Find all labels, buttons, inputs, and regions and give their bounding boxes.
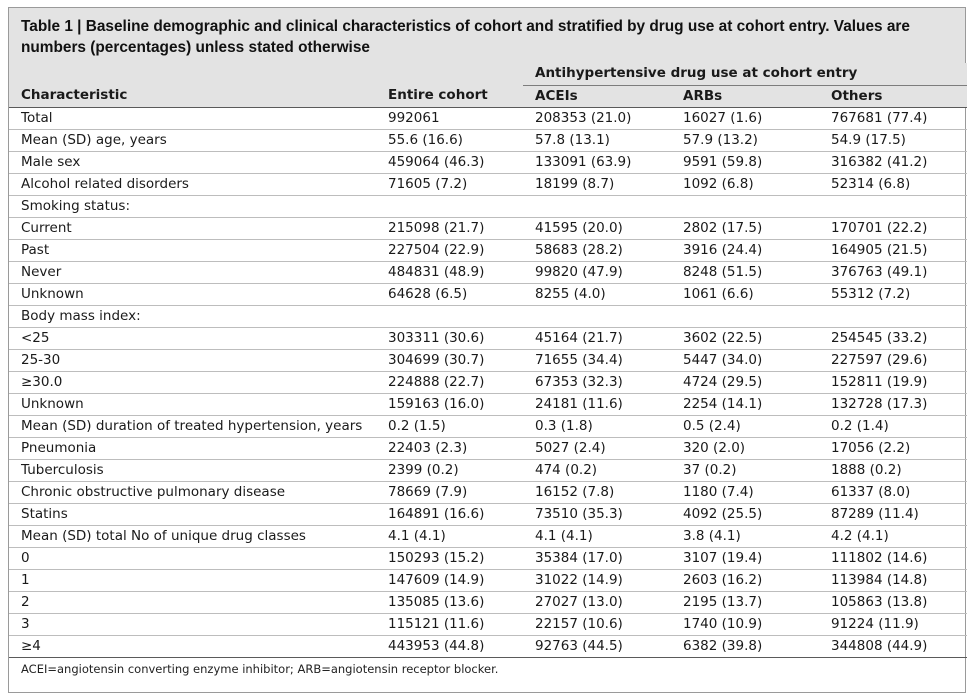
table-row <box>9 525 967 547</box>
cell-aceis: 57.8 (13.1) <box>523 129 671 151</box>
cell-arbs: 1061 (6.6) <box>671 283 819 305</box>
table-row <box>9 459 967 481</box>
cell-arbs: 3107 (19.4) <box>671 547 819 569</box>
cell-others: 52314 (6.8) <box>819 173 967 195</box>
row-label: ≥30.0 <box>9 371 376 393</box>
cell-aceis: 474 (0.2) <box>523 459 671 481</box>
cell-aceis: 27027 (13.0) <box>523 591 671 613</box>
cell-entire-cohort <box>376 305 523 327</box>
table-body <box>9 107 967 657</box>
cell-entire-cohort: 215098 (21.7) <box>376 217 523 239</box>
row-label: 2 <box>9 591 376 613</box>
cell-arbs: 2802 (17.5) <box>671 217 819 239</box>
cell-aceis <box>523 195 671 217</box>
cell-entire-cohort: 164891 (16.6) <box>376 503 523 525</box>
row-label: Alcohol related disorders <box>9 173 376 195</box>
cell-aceis: 0.3 (1.8) <box>523 415 671 437</box>
cell-entire-cohort <box>376 195 523 217</box>
cell-others: 17056 (2.2) <box>819 437 967 459</box>
cell-arbs: 16027 (1.6) <box>671 107 819 129</box>
table-row <box>9 503 967 525</box>
cell-aceis: 4.1 (4.1) <box>523 525 671 547</box>
cell-arbs: 2195 (13.7) <box>671 591 819 613</box>
column-header-characteristic: Characteristic <box>9 85 376 107</box>
cell-others: 376763 (49.1) <box>819 261 967 283</box>
cell-others: 164905 (21.5) <box>819 239 967 261</box>
table-row <box>9 481 967 503</box>
cell-others: 132728 (17.3) <box>819 393 967 415</box>
cell-others: 0.2 (1.4) <box>819 415 967 437</box>
table-row <box>9 569 967 591</box>
cell-aceis: 41595 (20.0) <box>523 217 671 239</box>
table-row <box>9 217 967 239</box>
row-label: 0 <box>9 547 376 569</box>
cell-aceis: 22157 (10.6) <box>523 613 671 635</box>
cell-aceis: 71655 (34.4) <box>523 349 671 371</box>
table-row <box>9 129 967 151</box>
row-label: 1 <box>9 569 376 591</box>
cell-entire-cohort: 147609 (14.9) <box>376 569 523 591</box>
cell-others <box>819 305 967 327</box>
cell-arbs: 3916 (24.4) <box>671 239 819 261</box>
row-label: Chronic obstructive pulmonary disease <box>9 481 376 503</box>
cell-entire-cohort: 992061 <box>376 107 523 129</box>
table-row <box>9 107 967 129</box>
row-label: Unknown <box>9 283 376 305</box>
row-label: ≥4 <box>9 635 376 657</box>
cell-aceis: 92763 (44.5) <box>523 635 671 657</box>
row-label: 25-30 <box>9 349 376 371</box>
cell-arbs: 6382 (39.8) <box>671 635 819 657</box>
cell-arbs: 8248 (51.5) <box>671 261 819 283</box>
cell-arbs <box>671 305 819 327</box>
column-header-arbs: ARBs <box>671 85 819 107</box>
cell-others: 767681 (77.4) <box>819 107 967 129</box>
baseline-table <box>9 63 967 658</box>
table-row <box>9 393 967 415</box>
cell-others: 113984 (14.8) <box>819 569 967 591</box>
cell-aceis: 31022 (14.9) <box>523 569 671 591</box>
cell-entire-cohort: 150293 (15.2) <box>376 547 523 569</box>
cell-arbs: 37 (0.2) <box>671 459 819 481</box>
cell-arbs: 2603 (16.2) <box>671 569 819 591</box>
cell-entire-cohort: 64628 (6.5) <box>376 283 523 305</box>
cell-aceis: 8255 (4.0) <box>523 283 671 305</box>
cell-aceis: 133091 (63.9) <box>523 151 671 173</box>
table-row <box>9 613 967 635</box>
cell-aceis: 58683 (28.2) <box>523 239 671 261</box>
cell-entire-cohort: 304699 (30.7) <box>376 349 523 371</box>
table-caption: Table 1 | Baseline demographic and clinical characteristics of cohort and stratified by drug use at cohort entry. Values are numbers (percentages) unless stated otherwise <box>9 8 965 63</box>
cell-arbs: 5447 (34.0) <box>671 349 819 371</box>
column-header-entire-cohort: Entire cohort <box>376 85 523 107</box>
cell-others: 1888 (0.2) <box>819 459 967 481</box>
cell-entire-cohort: 2399 (0.2) <box>376 459 523 481</box>
cell-entire-cohort: 227504 (22.9) <box>376 239 523 261</box>
cell-arbs: 0.5 (2.4) <box>671 415 819 437</box>
cell-others: 54.9 (17.5) <box>819 129 967 151</box>
cell-others: 105863 (13.8) <box>819 591 967 613</box>
table-row <box>9 327 967 349</box>
cell-others: 87289 (11.4) <box>819 503 967 525</box>
row-label: Mean (SD) age, years <box>9 129 376 151</box>
row-label: 3 <box>9 613 376 635</box>
cell-arbs: 57.9 (13.2) <box>671 129 819 151</box>
row-label: Mean (SD) total No of unique drug classes <box>9 525 376 547</box>
cell-arbs: 1740 (10.9) <box>671 613 819 635</box>
cell-aceis: 45164 (21.7) <box>523 327 671 349</box>
table-row <box>9 173 967 195</box>
cell-others: 61337 (8.0) <box>819 481 967 503</box>
cell-arbs: 4724 (29.5) <box>671 371 819 393</box>
row-label: Mean (SD) duration of treated hypertension, years <box>9 415 376 437</box>
cell-entire-cohort: 459064 (46.3) <box>376 151 523 173</box>
cell-entire-cohort: 78669 (7.9) <box>376 481 523 503</box>
cell-others: 344808 (44.9) <box>819 635 967 657</box>
cell-aceis: 73510 (35.3) <box>523 503 671 525</box>
cell-arbs: 9591 (59.8) <box>671 151 819 173</box>
row-label: Male sex <box>9 151 376 173</box>
cell-arbs: 3602 (22.5) <box>671 327 819 349</box>
group-header-row <box>9 63 967 85</box>
cell-entire-cohort: 0.2 (1.5) <box>376 415 523 437</box>
cell-others: 111802 (14.6) <box>819 547 967 569</box>
table-frame <box>8 7 966 693</box>
cell-arbs: 4092 (25.5) <box>671 503 819 525</box>
cell-others: 152811 (19.9) <box>819 371 967 393</box>
table-row <box>9 591 967 613</box>
cell-entire-cohort: 443953 (44.8) <box>376 635 523 657</box>
row-label: Past <box>9 239 376 261</box>
table-row <box>9 547 967 569</box>
cell-aceis: 208353 (21.0) <box>523 107 671 129</box>
row-label: Current <box>9 217 376 239</box>
cell-aceis: 16152 (7.8) <box>523 481 671 503</box>
cell-others: 91224 (11.9) <box>819 613 967 635</box>
row-label: Never <box>9 261 376 283</box>
row-label: Smoking status: <box>9 195 376 217</box>
cell-others: 4.2 (4.1) <box>819 525 967 547</box>
cell-entire-cohort: 115121 (11.6) <box>376 613 523 635</box>
row-label: <25 <box>9 327 376 349</box>
table-row <box>9 239 967 261</box>
cell-entire-cohort: 159163 (16.0) <box>376 393 523 415</box>
cell-aceis: 35384 (17.0) <box>523 547 671 569</box>
cell-arbs: 320 (2.0) <box>671 437 819 459</box>
cell-entire-cohort: 4.1 (4.1) <box>376 525 523 547</box>
cell-aceis: 99820 (47.9) <box>523 261 671 283</box>
cell-others: 227597 (29.6) <box>819 349 967 371</box>
cell-arbs <box>671 195 819 217</box>
cell-others: 170701 (22.2) <box>819 217 967 239</box>
table-row <box>9 305 967 327</box>
cell-arbs: 1092 (6.8) <box>671 173 819 195</box>
table-row <box>9 635 967 657</box>
row-label: Tuberculosis <box>9 459 376 481</box>
cell-others: 254545 (33.2) <box>819 327 967 349</box>
cell-entire-cohort: 22403 (2.3) <box>376 437 523 459</box>
cell-arbs: 2254 (14.1) <box>671 393 819 415</box>
cell-others <box>819 195 967 217</box>
table-row <box>9 437 967 459</box>
group-header: Antihypertensive drug use at cohort entry <box>523 63 967 85</box>
cell-entire-cohort: 135085 (13.6) <box>376 591 523 613</box>
row-label: Total <box>9 107 376 129</box>
column-header-aceis: ACEIs <box>523 85 671 107</box>
cell-others: 55312 (7.2) <box>819 283 967 305</box>
cell-arbs: 1180 (7.4) <box>671 481 819 503</box>
table-row <box>9 349 967 371</box>
cell-entire-cohort: 484831 (48.9) <box>376 261 523 283</box>
table-row <box>9 151 967 173</box>
column-header-others: Others <box>819 85 967 107</box>
column-header-row <box>9 85 967 107</box>
table-row <box>9 371 967 393</box>
table-footnote: ACEI=angiotensin converting enzyme inhibitor; ARB=angiotensin receptor blocker. <box>21 661 499 676</box>
table-row <box>9 283 967 305</box>
cell-entire-cohort: 71605 (7.2) <box>376 173 523 195</box>
cell-aceis: 24181 (11.6) <box>523 393 671 415</box>
row-label: Unknown <box>9 393 376 415</box>
cell-entire-cohort: 224888 (22.7) <box>376 371 523 393</box>
row-label: Statins <box>9 503 376 525</box>
cell-aceis <box>523 305 671 327</box>
cell-aceis: 18199 (8.7) <box>523 173 671 195</box>
cell-aceis: 5027 (2.4) <box>523 437 671 459</box>
cell-aceis: 67353 (32.3) <box>523 371 671 393</box>
row-label: Body mass index: <box>9 305 376 327</box>
cell-arbs: 3.8 (4.1) <box>671 525 819 547</box>
table-row <box>9 195 967 217</box>
table-row <box>9 415 967 437</box>
cell-entire-cohort: 303311 (30.6) <box>376 327 523 349</box>
row-label: Pneumonia <box>9 437 376 459</box>
table-row <box>9 261 967 283</box>
cell-entire-cohort: 55.6 (16.6) <box>376 129 523 151</box>
cell-others: 316382 (41.2) <box>819 151 967 173</box>
